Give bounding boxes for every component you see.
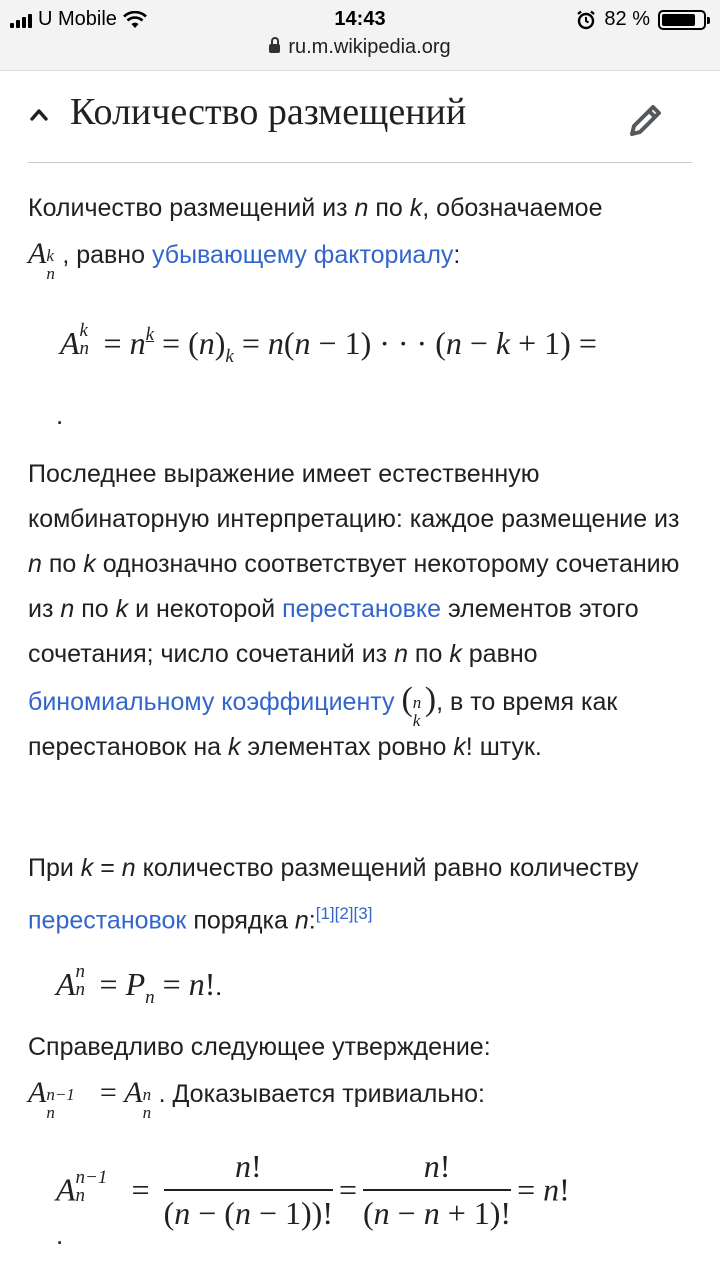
carrier-name: U Mobile [38,8,117,30]
formula-dot-2: . [56,1220,64,1250]
status-bar [0,6,720,34]
clock: 14:43 [334,8,386,30]
edit-pencil-icon[interactable] [626,100,666,140]
paragraph-1: Количество размещений из n по k, обозначаемое A k n , равно убывающему факториалу: [28,194,603,283]
lock-icon [269,44,280,53]
battery-icon [658,10,706,30]
address-bar[interactable] [0,36,720,59]
paragraph-2: Последнее выражение имеет естественную комбинаторную интерпретацию: каждое размещение из n по k однозначно соответствует некоторому сочетанию из n по k и некоторой перестановке элементов этого сочетания; число сочетаний из n по k равно биномиальному коэффициенту ( n k ), в то время как перестановок на k элементах ровно k! штук. [28,460,680,761]
section-heading[interactable] [28,70,692,163]
formula-dot: . [56,400,64,430]
link-falling-factorial[interactable]: убывающему факториалу [151,241,454,269]
article-content [28,70,692,1250]
formula-permutations: A n n = $P_n = n$!. [56,961,222,1008]
battery-percent: 82 % [604,8,650,30]
status-right [576,8,706,31]
chevron-up-icon[interactable] [30,106,48,124]
link-binomial-coefficient[interactable]: биномиальному коэффициенту [28,688,395,716]
formula-binomial: ( [401,681,413,718]
formula-A-n-k: A k n [28,237,55,283]
link-permutations[interactable]: перестановок [28,906,187,935]
reference-links[interactable]: [1][2][3] [315,904,373,923]
paragraph-3: При k = n количество размещений равно количеству перестановок порядка n:[1][2][3] [28,854,639,935]
url-text: ru.m.wikipedia.org [288,36,451,58]
browser-top-bar [0,0,720,71]
paragraph-4: Справедливо следующее утверждение: A n−1 n = A n n . Доказывается тривиально: [28,1033,491,1122]
alarm-icon [576,10,596,30]
formula-identity: A n−1 n = A n n [28,1076,152,1122]
formula-proof: A n−1 n = $\frac{n!}{(n - (n - 1))!}$ = $\frac{n!}{(n - n + 1)!}$ = n! [56,1148,570,1231]
section-title: Количество размещений [70,91,467,133]
link-permutation[interactable]: перестановке [282,595,441,623]
formula-main: A k n = $n^k = (n)_k = n(n - 1)$ · · · (n − k + 1) = [60,320,597,367]
